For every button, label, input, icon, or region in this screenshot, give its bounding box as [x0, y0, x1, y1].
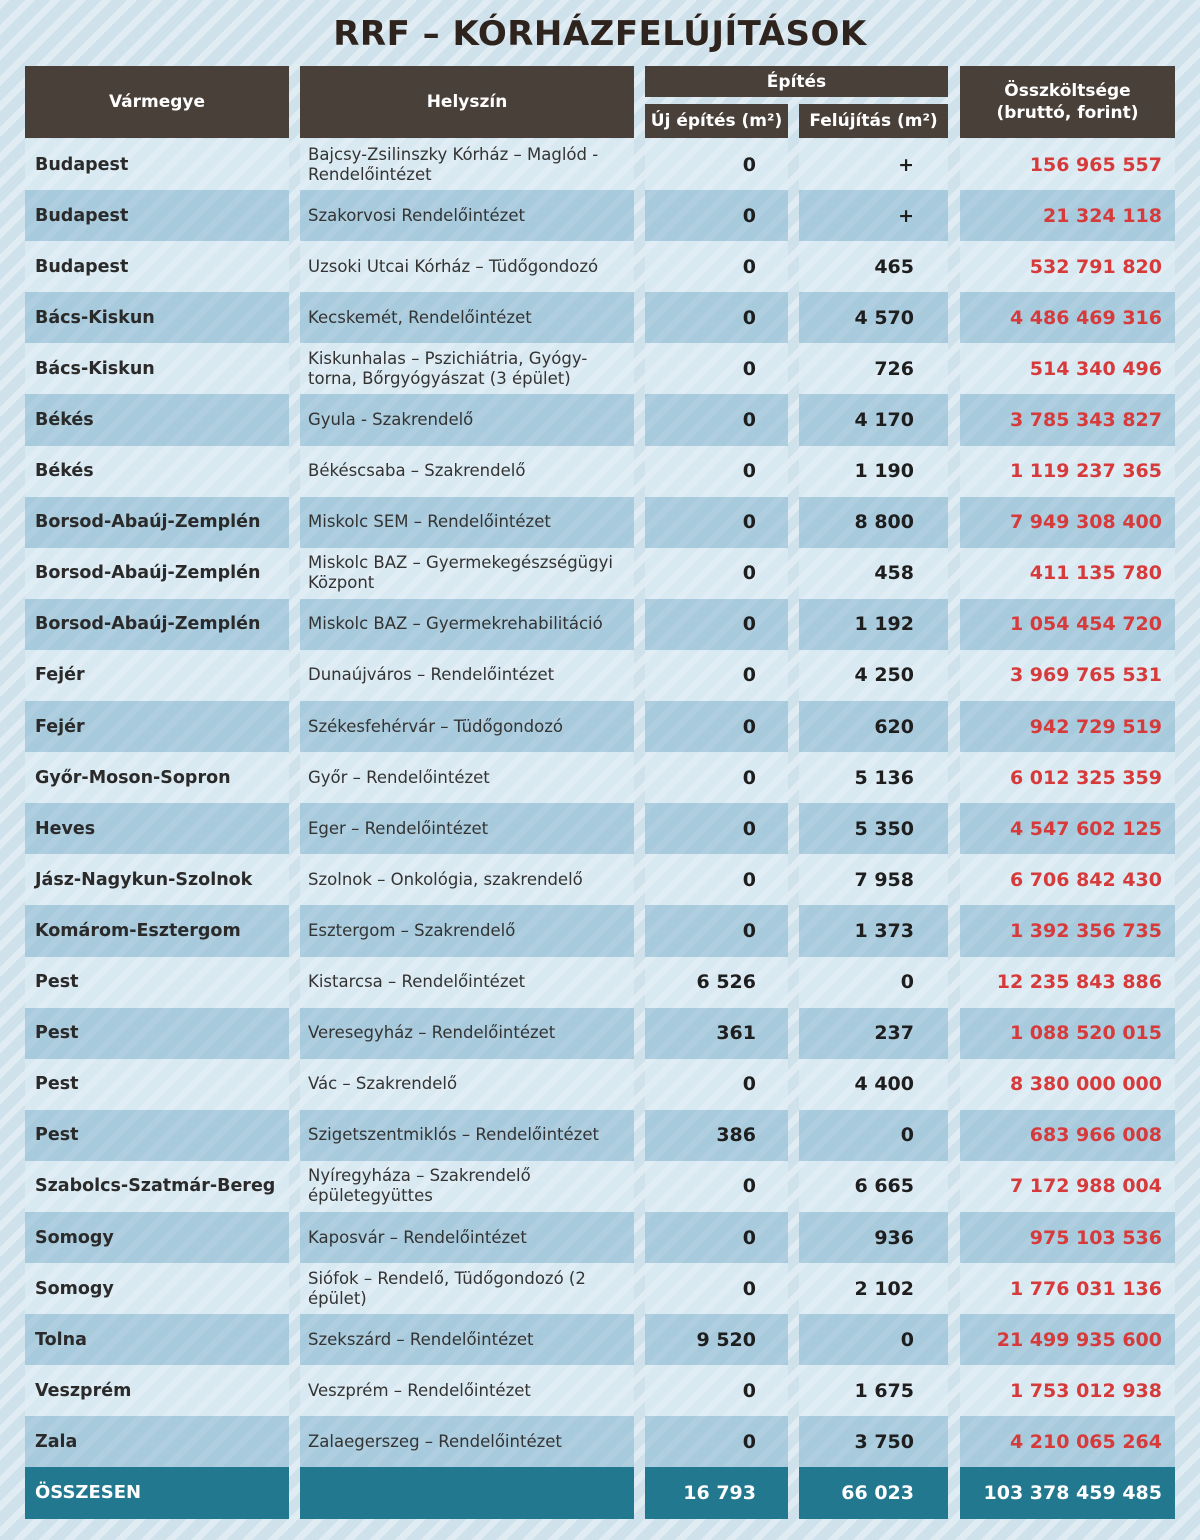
county-cell: Győr-Moson-Sopron [25, 752, 289, 803]
new-build-cell: 0 [645, 752, 788, 803]
county-cell: Békés [25, 446, 289, 497]
new-build-cell: 0 [645, 292, 788, 343]
county-cell: Tolna [25, 1314, 289, 1365]
renovation-cell: 237 [799, 1008, 948, 1059]
table-row [0, 1365, 1200, 1416]
location-cell: Gyula - Szakrendelő [300, 394, 634, 445]
cost-cell: 683 966 008 [960, 1110, 1175, 1161]
county-cell: Békés [25, 394, 289, 445]
total-location-cell [300, 1467, 634, 1518]
new-build-cell: 0 [645, 343, 788, 394]
cost-cell: 1 392 356 735 [960, 905, 1175, 956]
renovation-cell: 6 665 [799, 1161, 948, 1212]
renovation-cell: 7 958 [799, 854, 948, 905]
county-cell: Fejér [25, 650, 289, 701]
table-row [0, 650, 1200, 701]
renovation-cell: 936 [799, 1212, 948, 1263]
table-row [0, 343, 1200, 394]
county-cell: Jász-Nagykun-Szolnok [25, 854, 289, 905]
location-cell: Miskolc BAZ – Gyermekrehabilitáció [300, 599, 634, 650]
cost-cell: 7 949 308 400 [960, 497, 1175, 548]
table-row [0, 1314, 1200, 1365]
location-cell: Szigetszentmiklós – Rendelőintézet [300, 1110, 634, 1161]
header-new-build [645, 104, 788, 138]
renovation-cell: 4 250 [799, 650, 948, 701]
cost-cell: 3 969 765 531 [960, 650, 1175, 701]
header-county-label: Vármegye [108, 92, 206, 112]
cost-cell: 942 729 519 [960, 701, 1175, 752]
new-build-cell: 9 520 [645, 1314, 788, 1365]
header-location [300, 66, 634, 138]
new-build-cell: 0 [645, 1161, 788, 1212]
county-cell: Budapest [25, 241, 289, 292]
new-build-cell: 0 [645, 1365, 788, 1416]
cost-cell: 1 088 520 015 [960, 1008, 1175, 1059]
new-build-cell: 0 [645, 803, 788, 854]
renovation-cell: 1 675 [799, 1365, 948, 1416]
new-build-cell: 0 [645, 394, 788, 445]
renovation-cell: 4 570 [799, 292, 948, 343]
renovation-cell: 5 350 [799, 803, 948, 854]
county-cell: Pest [25, 957, 289, 1008]
table-row [0, 701, 1200, 752]
table-row [0, 599, 1200, 650]
new-build-cell: 0 [645, 854, 788, 905]
table-row [0, 1110, 1200, 1161]
county-cell: Borsod-Abaúj-Zemplén [25, 497, 289, 548]
county-cell: Bács-Kiskun [25, 343, 289, 394]
renovation-cell: 620 [799, 701, 948, 752]
location-cell: Dunaújváros – Rendelőintézet [300, 650, 634, 701]
new-build-cell: 0 [645, 701, 788, 752]
table-row [0, 1212, 1200, 1263]
cost-cell: 1 776 031 136 [960, 1263, 1175, 1314]
renovation-cell: 0 [799, 957, 948, 1008]
cost-cell: 532 791 820 [960, 241, 1175, 292]
renovation-cell: 5 136 [799, 752, 948, 803]
header-total-cost [960, 66, 1175, 138]
location-cell: Miskolc BAZ – Gyermekegészségügyi Központ [300, 548, 634, 599]
new-build-cell: 0 [645, 497, 788, 548]
table-row [0, 548, 1200, 599]
new-build-cell: 361 [645, 1008, 788, 1059]
renovation-cell: 1 192 [799, 599, 948, 650]
location-cell: Zalaegerszeg – Rendelőintézet [300, 1416, 634, 1467]
cost-cell: 1 753 012 938 [960, 1365, 1175, 1416]
table-row [0, 1416, 1200, 1467]
renovation-cell: + [799, 190, 948, 241]
cost-cell: 156 965 557 [960, 139, 1175, 190]
table-row [0, 1161, 1200, 1212]
table-row [0, 854, 1200, 905]
table-row [0, 1263, 1200, 1314]
new-build-cell: 386 [645, 1110, 788, 1161]
table-row [0, 394, 1200, 445]
table-row [0, 497, 1200, 548]
county-cell: Somogy [25, 1212, 289, 1263]
cost-cell: 12 235 843 886 [960, 957, 1175, 1008]
total-cost: 103 378 459 485 [960, 1467, 1175, 1518]
cost-cell: 4 210 065 264 [960, 1416, 1175, 1467]
header-construction-group [645, 66, 948, 97]
header-construction-label: Építés [766, 71, 827, 92]
county-cell: Heves [25, 803, 289, 854]
county-cell: Pest [25, 1059, 289, 1110]
new-build-cell: 0 [645, 905, 788, 956]
table-row [0, 241, 1200, 292]
location-cell: Győr – Rendelőintézet [300, 752, 634, 803]
cost-cell: 7 172 988 004 [960, 1161, 1175, 1212]
cost-cell: 21 499 935 600 [960, 1314, 1175, 1365]
table-row [0, 803, 1200, 854]
county-cell: Somogy [25, 1263, 289, 1314]
location-cell: Eger – Rendelőintézet [300, 803, 634, 854]
table-body [0, 139, 1200, 1519]
county-cell: Budapest [25, 190, 289, 241]
county-cell: Fejér [25, 701, 289, 752]
renovation-cell: 465 [799, 241, 948, 292]
location-cell: Nyíregyháza – Szakrendelő épületegyüttes [300, 1161, 634, 1212]
cost-cell: 1 119 237 365 [960, 446, 1175, 497]
cost-cell: 3 785 343 827 [960, 394, 1175, 445]
header-county [25, 66, 289, 138]
new-build-cell: 0 [645, 1263, 788, 1314]
location-cell: Esztergom – Szakrendelő [300, 905, 634, 956]
location-cell: Békéscsaba – Szakrendelő [300, 446, 634, 497]
new-build-cell: 0 [645, 599, 788, 650]
location-cell: Vác – Szakrendelő [300, 1059, 634, 1110]
location-cell: Siófok – Rendelő, Tüdőgondozó (2 épület) [300, 1263, 634, 1314]
header-renovation-label: Felújítás (m²) [809, 111, 938, 131]
header-renovation [799, 104, 948, 138]
new-build-cell: 0 [645, 241, 788, 292]
county-cell: Veszprém [25, 1365, 289, 1416]
location-cell: Uzsoki Utcai Kórház – Tüdőgondozó [300, 241, 634, 292]
header-total-cost-line2: (bruttó, forint) [996, 103, 1139, 123]
location-cell: Kistarcsa – Rendelőintézet [300, 957, 634, 1008]
renovation-cell: 1 373 [799, 905, 948, 956]
header-location-label: Helyszín [426, 92, 508, 112]
total-new-build: 16 793 [645, 1467, 788, 1518]
new-build-cell: 0 [645, 446, 788, 497]
table-row [0, 190, 1200, 241]
renovation-cell: + [799, 139, 948, 190]
new-build-cell: 0 [645, 548, 788, 599]
county-cell: Bács-Kiskun [25, 292, 289, 343]
table-row [0, 139, 1200, 190]
location-cell: Szolnok – Onkológia, szakrendelő [300, 854, 634, 905]
table-row [0, 446, 1200, 497]
page-title: RRF – KÓRHÁZFELÚJÍTÁSOK [333, 14, 867, 54]
renovation-cell: 1 190 [799, 446, 948, 497]
county-cell: Borsod-Abaúj-Zemplén [25, 599, 289, 650]
renovation-cell: 0 [799, 1110, 948, 1161]
cost-cell: 514 340 496 [960, 343, 1175, 394]
renovation-cell: 2 102 [799, 1263, 948, 1314]
total-renovation: 66 023 [799, 1467, 948, 1518]
table-row [0, 1008, 1200, 1059]
location-cell: Veszprém – Rendelőintézet [300, 1365, 634, 1416]
new-build-cell: 0 [645, 650, 788, 701]
new-build-cell: 6 526 [645, 957, 788, 1008]
renovation-cell: 8 800 [799, 497, 948, 548]
location-cell: Kaposvár – Rendelőintézet [300, 1212, 634, 1263]
renovation-cell: 726 [799, 343, 948, 394]
cost-cell: 4 486 469 316 [960, 292, 1175, 343]
header-total-cost-line1: Összköltsége [1004, 81, 1131, 101]
location-cell: Székesfehérvár – Tüdőgondozó [300, 701, 634, 752]
table-row [0, 957, 1200, 1008]
cost-cell: 8 380 000 000 [960, 1059, 1175, 1110]
table-row [0, 292, 1200, 343]
cost-cell: 1 054 454 720 [960, 599, 1175, 650]
new-build-cell: 0 [645, 1059, 788, 1110]
cost-cell: 6 706 842 430 [960, 854, 1175, 905]
new-build-cell: 0 [645, 190, 788, 241]
cost-cell: 4 547 602 125 [960, 803, 1175, 854]
header-new-build-label: Új építés (m²) [650, 111, 783, 131]
total-label: ÖSSZESEN [25, 1467, 289, 1518]
location-cell: Szekszárd – Rendelőintézet [300, 1314, 634, 1365]
table-row [0, 1059, 1200, 1110]
location-cell: Kecskemét, Rendelőintézet [300, 292, 634, 343]
cost-cell: 21 324 118 [960, 190, 1175, 241]
table-row [0, 752, 1200, 803]
location-cell: Szakorvosi Rendelőintézet [300, 190, 634, 241]
county-cell: Zala [25, 1416, 289, 1467]
new-build-cell: 0 [645, 139, 788, 190]
location-cell: Veresegyház – Rendelőintézet [300, 1008, 634, 1059]
renovation-cell: 4 170 [799, 394, 948, 445]
new-build-cell: 0 [645, 1212, 788, 1263]
cost-cell: 6 012 325 359 [960, 752, 1175, 803]
location-cell: Kiskunhalas – Pszichiátria, Gyógy-torna, Bőrgyógyászat (3 épület) [300, 343, 634, 394]
cost-cell: 975 103 536 [960, 1212, 1175, 1263]
new-build-cell: 0 [645, 1416, 788, 1467]
cost-cell: 411 135 780 [960, 548, 1175, 599]
renovation-cell: 3 750 [799, 1416, 948, 1467]
renovation-cell: 458 [799, 548, 948, 599]
renovation-cell: 4 400 [799, 1059, 948, 1110]
county-cell: Pest [25, 1110, 289, 1161]
county-cell: Pest [25, 1008, 289, 1059]
location-cell: Bajcsy-Zsilinszky Kórház – Maglód - Rendelőintézet [300, 139, 634, 190]
total-row [0, 1467, 1200, 1518]
county-cell: Budapest [25, 139, 289, 190]
county-cell: Borsod-Abaúj-Zemplén [25, 548, 289, 599]
table-row [0, 905, 1200, 956]
renovation-cell: 0 [799, 1314, 948, 1365]
county-cell: Szabolcs-Szatmár-Bereg [25, 1161, 289, 1212]
location-cell: Miskolc SEM – Rendelőintézet [300, 497, 634, 548]
county-cell: Komárom-Esztergom [25, 905, 289, 956]
